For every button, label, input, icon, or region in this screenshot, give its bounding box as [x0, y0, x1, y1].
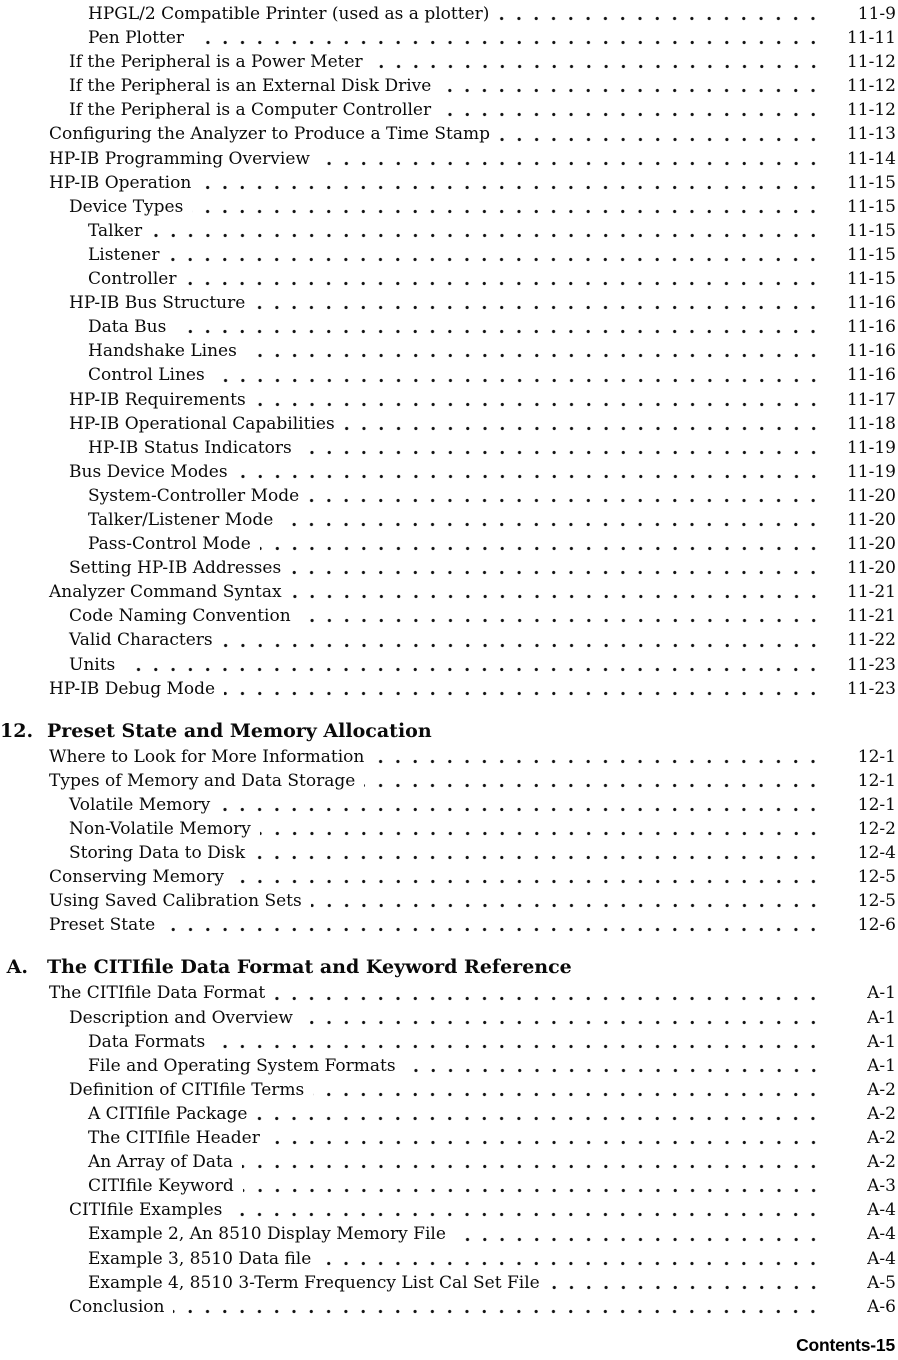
page-number: 11-18: [846, 413, 896, 434]
dot-leader: [364, 782, 822, 789]
page-number: 12-1: [857, 794, 896, 815]
toc-entry-text: If the Peripheral is an External Disk Drive: [69, 76, 432, 97]
page-number: 11-22: [846, 630, 896, 651]
toc-entry-text: Talker: [88, 220, 143, 241]
page-number: 12-5: [857, 891, 896, 912]
toc-entry-text: HP-IB Operation: [49, 172, 192, 193]
dot-leader: [260, 830, 822, 837]
toc-entry: [0, 1054, 896, 1078]
toc-entry-text: Conserving Memory: [49, 867, 224, 888]
toc-entry-text: Talker/Listener Mode: [88, 509, 274, 530]
page-number: 11-12: [846, 100, 896, 121]
toc: [0, 2, 896, 1319]
toc-entry: [0, 436, 896, 460]
toc-entry-text: Controller: [88, 269, 177, 290]
page-number: 11-20: [846, 509, 896, 530]
toc-entry-text: Data Formats: [88, 1031, 206, 1052]
dot-leader: [255, 401, 822, 408]
page-number: 11-20: [846, 558, 896, 579]
toc-entry: [0, 508, 896, 532]
dot-leader: [308, 497, 822, 504]
toc-entry-text: Device Types: [69, 196, 184, 217]
dot-leader: [274, 995, 822, 1002]
chapter-heading: [0, 955, 896, 981]
page-number: A-6: [867, 1296, 896, 1317]
page-number: A-2: [867, 1128, 896, 1149]
toc-entry: [0, 363, 896, 387]
dot-leader: [373, 758, 822, 765]
toc-entry-text: The CITIfile Header: [88, 1128, 260, 1149]
page-number: 11-12: [846, 76, 896, 97]
toc-entry-text: Types of Memory and Data Storage: [49, 770, 356, 791]
toc-entry: [0, 1295, 896, 1319]
page-number: 11-23: [846, 678, 896, 699]
dot-leader: [440, 87, 822, 94]
dot-leader: [219, 806, 822, 813]
dot-leader: [200, 184, 822, 191]
toc-entry: [0, 769, 896, 793]
toc-entry-text: Valid Characters: [69, 630, 213, 651]
toc-entry-text: HP-IB Status Indicators: [88, 437, 292, 458]
page-number: 12-4: [857, 843, 896, 864]
toc-entry-text: System-Controller Mode: [88, 485, 300, 506]
page-number: 11-12: [846, 52, 896, 73]
dot-leader: [254, 854, 822, 861]
dot-leader: [192, 208, 822, 215]
dot-leader: [233, 878, 822, 885]
page-number: 11-19: [846, 437, 896, 458]
toc-entry-text: HP-IB Requirements: [69, 389, 246, 410]
page-number: 11-15: [846, 269, 896, 290]
page-number: 11-9: [857, 4, 896, 24]
dot-leader: [313, 1091, 822, 1098]
dot-leader: [237, 473, 822, 480]
dot-leader: [405, 1067, 822, 1074]
toc-entry-text: Example 3, 8510 Data file: [88, 1248, 312, 1269]
dot-leader: [246, 352, 822, 359]
page-number: A-2: [867, 1152, 896, 1173]
toc-entry-text: Non-Volatile Memory: [69, 819, 251, 839]
dot-leader: [300, 617, 822, 624]
page-number: A-5: [867, 1272, 896, 1293]
toc-entry: [0, 1150, 896, 1174]
toc-entry: [0, 1030, 896, 1054]
toc-entry: [0, 745, 896, 769]
toc-entry: [0, 1126, 896, 1150]
toc-entry-text: Preset State: [49, 915, 156, 936]
toc-entry: [0, 219, 896, 243]
toc-entry: [0, 1222, 896, 1246]
page-number: A-1: [867, 1055, 896, 1076]
toc-entry: [0, 339, 896, 363]
page-number: 12-1: [857, 746, 896, 767]
toc-entry: [0, 604, 896, 628]
page-number: A-1: [867, 983, 896, 1004]
dot-leader: [242, 1163, 822, 1170]
toc-entry: [0, 412, 896, 436]
toc-entry: [0, 171, 896, 195]
toc-entry-text: CITIfile Examples: [69, 1200, 223, 1221]
page-number: A-2: [867, 1103, 896, 1124]
dot-leader: [193, 39, 822, 46]
toc-entry: [0, 1198, 896, 1222]
dot-leader: [301, 449, 822, 456]
dot-leader: [185, 280, 822, 287]
dot-leader: [344, 425, 822, 432]
page-number: 11-21: [846, 606, 896, 627]
page-number: 11-14: [846, 148, 896, 169]
toc-entry-text: Code Naming Convention: [69, 606, 291, 627]
page-number: 11-16: [846, 293, 896, 314]
page-number: 11-23: [846, 654, 896, 675]
toc-entry: [0, 653, 896, 677]
page-number: 11-16: [846, 317, 896, 338]
dot-leader: [549, 1284, 822, 1291]
chapter-title: The CITIfile Data Format and Keyword Reference: [47, 956, 572, 979]
dot-leader: [222, 642, 822, 649]
toc-entry-text: Pass-Control Mode: [88, 534, 251, 555]
dot-leader: [214, 1043, 822, 1050]
toc-entry-text: Handshake Lines: [88, 341, 237, 362]
toc-entry-text: Configuring the Analyzer to Produce a Time Stamp: [49, 124, 490, 145]
page-number: 11-19: [846, 461, 896, 482]
dot-leader: [269, 1139, 822, 1146]
page-number: A-4: [867, 1248, 896, 1269]
toc-entry-text: Conclusion: [69, 1296, 165, 1317]
dot-leader: [256, 1115, 822, 1122]
toc-entry-text: Using Saved Calibration Sets: [49, 891, 302, 912]
toc-entry: [0, 1247, 896, 1271]
toc-entry: [0, 291, 896, 315]
page-number: 11-16: [846, 341, 896, 362]
page-number: 12-1: [857, 770, 896, 791]
page-footer-label: Contents-15: [796, 1335, 895, 1355]
toc-entry: [0, 1078, 896, 1102]
dot-leader: [499, 136, 822, 143]
page-number: A-1: [867, 1031, 896, 1052]
toc-entry-text: Description and Overview: [69, 1007, 293, 1028]
toc-entry-text: The CITIfile Data Format: [49, 983, 266, 1004]
toc-entry-text: CITIfile Keyword: [88, 1176, 234, 1197]
page-number: 11-15: [846, 244, 896, 265]
page-number: 11-17: [846, 389, 896, 410]
toc-entry: [0, 580, 896, 604]
chapter-title: Preset State and Memory Allocation: [47, 719, 432, 742]
toc-entry: [0, 267, 896, 291]
toc-entry: [0, 1174, 896, 1198]
toc-entry: [0, 388, 896, 412]
toc-entry-text: Data Bus: [88, 317, 167, 338]
toc-entry-text: If the Peripheral is a Power Meter: [69, 52, 363, 73]
page-number: 11-13: [846, 124, 896, 145]
toc-entry-text: Example 2, An 8510 Display Memory File: [88, 1224, 446, 1245]
dot-leader: [319, 160, 822, 167]
dot-leader: [372, 63, 822, 70]
dot-leader: [291, 593, 822, 600]
dot-leader: [231, 1211, 822, 1218]
toc-entry: [0, 1102, 896, 1126]
toc-entry: [0, 981, 896, 1005]
page-number: 11-15: [846, 220, 896, 241]
dot-leader: [290, 569, 822, 576]
toc-entry-text: HP-IB Programming Overview: [49, 148, 310, 169]
toc-entry: [0, 865, 896, 889]
page-number: 11-20: [846, 534, 896, 555]
toc-entry-text: Listener: [88, 244, 160, 265]
dot-leader: [175, 328, 822, 335]
chapter-number: A.: [6, 956, 28, 979]
toc-entry: [0, 315, 896, 339]
toc-entry: [0, 243, 896, 267]
dot-leader: [440, 111, 822, 118]
page-number: A-4: [867, 1200, 896, 1221]
page-number: 12-5: [857, 867, 896, 888]
page-number: A-1: [867, 1007, 896, 1028]
toc-entry-text: HPGL/2 Compatible Printer (used as a plotter): [88, 4, 490, 24]
toc-entry-text: An Array of Data: [88, 1152, 233, 1173]
toc-entry-text: Definition of CITIfile Terms: [69, 1079, 305, 1100]
toc-entry-text: HP-IB Bus Structure: [69, 293, 246, 314]
toc-entry-text: File and Operating System Formats: [88, 1055, 396, 1076]
toc-entry-text: Pen Plotter: [88, 28, 185, 49]
chapter-heading: [0, 719, 896, 745]
page-number: 11-15: [846, 172, 896, 193]
toc-entry: [0, 147, 896, 171]
toc-entry: [0, 532, 896, 556]
dot-leader: [498, 15, 822, 22]
toc-entry-text: Where to Look for More Information: [49, 746, 365, 767]
toc-entry-text: Analyzer Command Syntax: [49, 582, 282, 603]
toc-entry: [0, 2, 896, 26]
toc-entry-text: Storing Data to Disk: [69, 843, 246, 864]
toc-entry: [0, 793, 896, 817]
toc-entry: [0, 195, 896, 219]
dot-leader: [243, 1187, 822, 1194]
dot-leader: [168, 256, 822, 263]
toc-entry: [0, 122, 896, 146]
dot-leader: [311, 902, 822, 909]
toc-entry-text: HP-IB Debug Mode: [49, 678, 216, 699]
toc-entry: [0, 913, 896, 937]
toc-entry: [0, 74, 896, 98]
dot-leader: [224, 690, 822, 697]
toc-entry-text: Example 4, 8510 3-Term Frequency List Cal Set File: [88, 1272, 540, 1293]
toc-entry-text: If the Peripheral is a Computer Controller: [69, 100, 432, 121]
page-number: A-2: [867, 1079, 896, 1100]
page-number: 12-6: [857, 915, 896, 936]
toc-entry: [0, 98, 896, 122]
dot-leader: [455, 1236, 822, 1243]
dot-leader: [173, 1308, 822, 1315]
dot-leader: [282, 521, 822, 528]
toc-entry-text: Volatile Memory: [69, 794, 211, 815]
toc-entry-text: Bus Device Modes: [69, 461, 228, 482]
toc-entry: [0, 1006, 896, 1030]
toc-entry: [0, 628, 896, 652]
page-number: 11-21: [846, 582, 896, 603]
chapter-number: 12.: [0, 719, 34, 742]
toc-entry-text: Control Lines: [88, 365, 205, 386]
toc-entry: [0, 889, 896, 913]
page-number: 11-20: [846, 485, 896, 506]
dot-leader: [254, 304, 822, 311]
page-number: 11-11: [846, 28, 896, 49]
dot-leader: [302, 1019, 822, 1026]
dot-leader: [320, 1260, 822, 1267]
toc-entry: [0, 841, 896, 865]
toc-entry-text: A CITIfile Package: [88, 1103, 248, 1124]
page-number: A-4: [867, 1224, 896, 1245]
toc-entry: [0, 50, 896, 74]
page-number: A-3: [867, 1176, 896, 1197]
page-number: 12-2: [857, 819, 896, 839]
toc-entry-text: HP-IB Operational Capabilities: [69, 413, 335, 434]
toc-entry: [0, 460, 896, 484]
toc-entry-text: Setting HP-IB Addresses: [69, 558, 282, 579]
toc-entry: [0, 26, 896, 50]
toc-entry: [0, 1271, 896, 1295]
page-number: 11-16: [846, 365, 896, 386]
page-number: 11-15: [846, 196, 896, 217]
toc-entry-text: Units: [69, 654, 116, 675]
dot-leader: [214, 377, 822, 384]
dot-leader: [164, 926, 822, 933]
toc-entry: [0, 556, 896, 580]
toc-entry: [0, 484, 896, 508]
toc-entry: [0, 677, 896, 701]
dot-leader: [124, 666, 822, 673]
dot-leader: [151, 232, 822, 239]
toc-entry: [0, 817, 896, 841]
dot-leader: [260, 545, 822, 552]
